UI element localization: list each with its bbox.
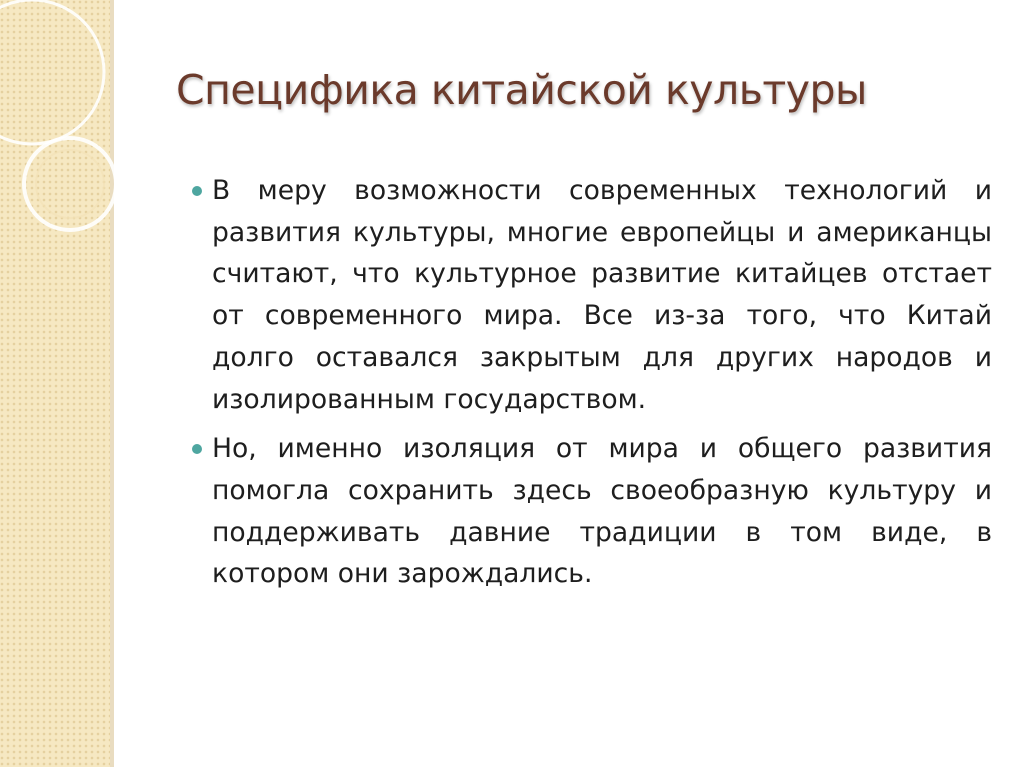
slide-title: Специфика китайской культуры <box>176 66 867 114</box>
decorative-ring-large <box>0 0 104 144</box>
decorative-ring-small <box>24 138 116 230</box>
bullet-text: Но, именно изоляция от мира и общего развития помогла сохранить здесь своеобразную культуру и поддерживать давние традиции в том виде, в котором они зарождались. <box>212 433 992 590</box>
bullet-dot-icon <box>192 444 202 454</box>
decorative-rings <box>0 0 130 260</box>
bullet-item <box>212 170 992 420</box>
bullet-item <box>212 428 992 595</box>
bullet-text: В меру возможности современных технологий и развития культуры, многие европейцы и американцы считают, что культурное развитие китайцев отстает от современного мира. Все из-за того, что Китай долго оставался закрытым для других народов и изолированным государством. <box>212 175 992 415</box>
decorative-ring-inner <box>36 150 104 218</box>
bullet-list <box>212 170 992 603</box>
bullet-dot-icon <box>192 186 202 196</box>
